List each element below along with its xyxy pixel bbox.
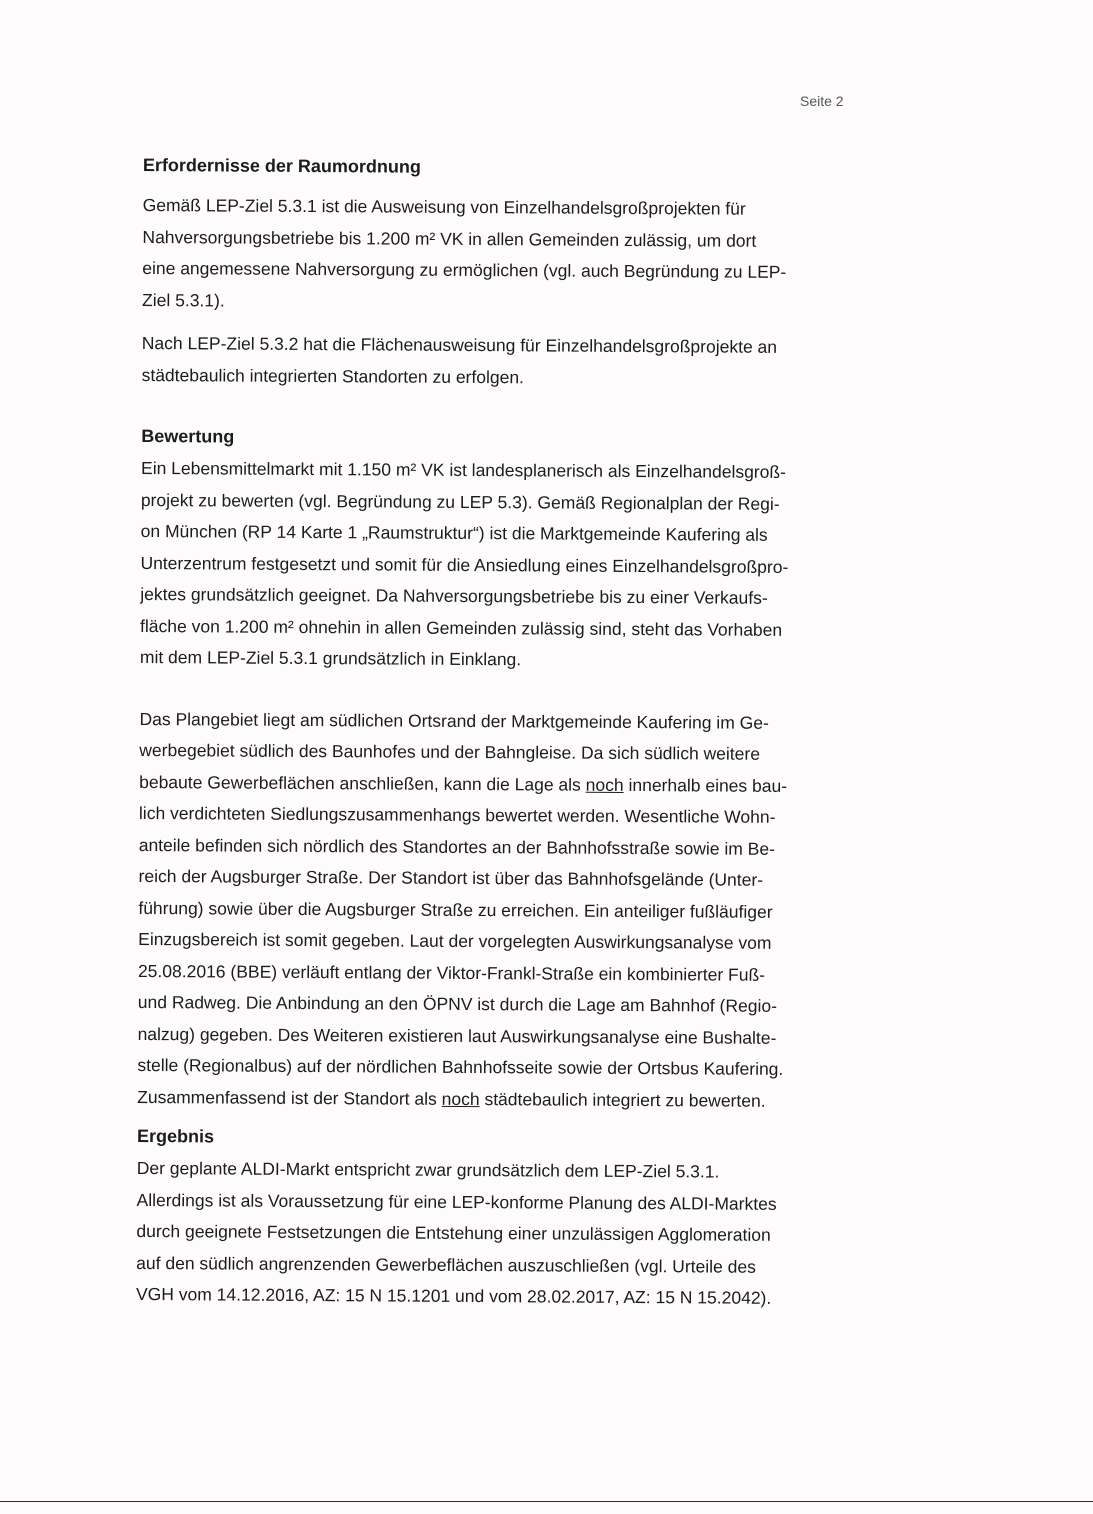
paragraph: Nach LEP-Ziel 5.3.2 hat die Flächenausweisung für Einzelhandelsgroßprojekte an städtebaulich integrierten Standorten zu erfolgen.: [141, 332, 778, 387]
text-run: innerhalb eines bau- lich verdichteten Siedlungszusammenhangs bewertet werden. Wesentliche Wohn- anteile befinden sich nördlich des Standortes an der Bahnhofsstraße sowie im Be- reich der Augsburger Straße. Der Standort ist über das Bahnhofsgelände (Unter- führung) sowie über die Augsburger Straße zu erreichen. Ein anteiliger fußläufiger Einzugsbereich ist somit gegeben. Laut der vorgelegten Auswirkungsanalyse vom 25.08.2016 (BBE) verläuft entlang der Viktor-Frankl-Straße ein kombinierter Fuß- und Radweg. Die Anbindung an den ÖPNV ist durch die Lage am Bahnhof (Regio- nalzug) gegeben. Des Weiteren existieren laut Auswirkungsanalyse eine Bushalte- stelle (Regionalbus) auf der nördlichen Bahnhofsseite sowie der Ortsbus Kaufering. Zusammenfassend ist der Standort als: [137, 774, 788, 1109]
paragraph: Gemäß LEP-Ziel 5.3.1 ist die Ausweisung von Einzelhandelsgroßprojekten für Nahversorgungsbetriebe bis 1.200 m² VK in allen Gemeinden zulässig, um dort eine angemessene Nahversorgung zu ermöglichen (vgl. auch Begründung zu LEP- Ziel 5.3.1).: [142, 194, 787, 311]
page-number: Seite 2: [800, 93, 844, 109]
scan-edge-line: [0, 1501, 1093, 1502]
underlined-word: noch: [585, 774, 624, 795]
section-heading: Bewertung: [141, 425, 235, 447]
paragraph: Ein Lebensmittelmarkt mit 1.150 m² VK ist landesplanerisch als Einzelhandelsgroß- projekt zu bewerten (vgl. Begründung zu LEP 5.3). Gemäß Regionalplan der Regi- on München (RP 14 Karte 1 „Raumstruktur“) ist die Marktgemeinde Kaufering als Unterzentrum festgesetzt und somit für die Ansiedlung eines Einzelhandelsgroßpro- jektes grundsätzlich geeignet. Da Nahversorgungsbetriebe bis zu einer Verkaufs- fläche von 1.200 m² ohnehin in allen Gemeinden zulässig sind, steht das Vorhaben mit dem LEP-Ziel 5.3.1 grundsätzlich in Einklang.: [139, 457, 789, 670]
section-raumordnung: [142, 150, 858, 395]
underlined-word: noch: [441, 1088, 480, 1109]
paragraph: Der geplante ALDI-Markt entspricht zwar grundsätzlich dem LEP-Ziel 5.3.1. Allerdings ist als Voraussetzung für eine LEP-konforme Planung des ALDI-Marktes durch geeignete Festsetzungen die Entstehung einer unzulässigen Agglomeration auf den südlich angrenzenden Gewerbeflächen auszuschließen (vgl. Urteile des VGH vom 14.12.2016, AZ: 15 N 15.1201 und vom 28.02.2017, AZ: 15 N 15.2042).: [135, 1157, 777, 1308]
paragraph: [137, 703, 854, 1117]
text-run: Das Plangebiet liegt am südlichen Ortsrand der Marktgemeinde Kaufering im Ge- werbegebiet südlich des Baunhofes und der Bahngleise. Da sich südlich weitere bebaute Gewerbeflächen anschließen, kann die Lage als: [139, 708, 769, 795]
document-body: [136, 150, 858, 1315]
section-ergebnis: [136, 1121, 852, 1315]
section-bewertung: [137, 421, 856, 1117]
section-heading: Erfordernisse der Raumordnung: [142, 154, 422, 177]
text-run: städtebaulich integriert zu bewerten.: [479, 1088, 766, 1111]
section-heading: Ergebnis: [136, 1125, 215, 1147]
